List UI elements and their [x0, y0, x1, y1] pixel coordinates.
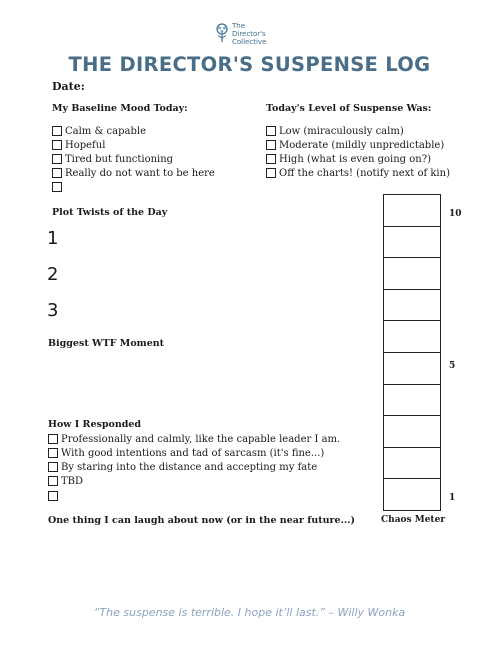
chaos-meter[interactable]: [383, 194, 441, 511]
responded-option-label: Professionally and calmly, like the capable leader I am.: [61, 433, 341, 445]
chaos-meter-mid-label: 5: [449, 361, 456, 371]
checkbox[interactable]: [52, 182, 62, 192]
responded-option[interactable]: [48, 489, 61, 503]
chaos-meter-bottom-label: 1: [449, 493, 456, 503]
laugh-heading: One thing I can laugh about now (or in the near future...): [48, 515, 355, 526]
mood-option-label: Tired but functioning: [65, 153, 174, 165]
suspense-option[interactable]: [266, 124, 404, 138]
checkbox[interactable]: [266, 140, 276, 150]
logo-line-2: Director's: [232, 30, 266, 38]
responded-option[interactable]: [48, 446, 324, 460]
plot-twists-heading: Plot Twists of the Day: [52, 207, 168, 218]
chaos-meter-cell[interactable]: [384, 321, 440, 353]
suspense-option[interactable]: [266, 138, 444, 152]
responded-heading: How I Responded: [48, 419, 142, 430]
suspense-option[interactable]: [266, 152, 431, 166]
responded-option-label: By staring into the distance and accepting my fate: [61, 461, 318, 473]
chaos-meter-cell[interactable]: [384, 290, 440, 322]
mood-option[interactable]: [52, 180, 65, 194]
plot-twist-number: 3: [47, 300, 59, 321]
chaos-meter-cell[interactable]: [384, 227, 440, 259]
logo-line-3: Collective: [232, 38, 267, 46]
responded-option[interactable]: [48, 432, 340, 446]
suspense-heading: Today's Level of Suspense Was:: [266, 103, 432, 114]
chaos-meter-cell[interactable]: [384, 479, 440, 510]
checkbox[interactable]: [48, 491, 58, 501]
suspense-option-label: Low (miraculously calm): [279, 125, 404, 137]
checkbox[interactable]: [48, 448, 58, 458]
chaos-meter-cell[interactable]: [384, 416, 440, 448]
responded-option-label: TBD: [61, 475, 84, 487]
mood-option[interactable]: [52, 166, 215, 180]
mood-option-label: Really do not want to be here: [65, 167, 215, 179]
mood-option-label: Calm & capable: [65, 125, 146, 137]
checkbox[interactable]: [266, 168, 276, 178]
chaos-meter-cell[interactable]: [384, 385, 440, 417]
logo: [214, 22, 294, 50]
date-label: Date:: [52, 80, 85, 93]
logo-line-1: The: [232, 22, 246, 30]
checkbox[interactable]: [52, 126, 62, 136]
footer-quote: “The suspense is terrible. I hope it’ll last.” – Willy Wonka: [93, 606, 406, 619]
chaos-meter-cell[interactable]: [384, 353, 440, 385]
page-title: THE DIRECTOR'S SUSPENSE LOG: [68, 53, 431, 76]
chaos-meter-label: Chaos Meter: [381, 515, 446, 525]
responded-option-label: With good intentions and tad of sarcasm (it's fine...): [61, 447, 325, 459]
checkbox[interactable]: [52, 168, 62, 178]
checkbox[interactable]: [266, 126, 276, 136]
wtf-heading: Biggest WTF Moment: [48, 338, 165, 349]
checkbox[interactable]: [48, 434, 58, 444]
suspense-option-label: Off the charts! (notify next of kin): [279, 167, 450, 179]
plot-twist-number: 2: [47, 264, 59, 285]
suspense-option[interactable]: [266, 166, 450, 180]
chaos-meter-cell[interactable]: [384, 195, 440, 227]
chaos-meter-top-label: 10: [449, 209, 462, 219]
mood-option-label: Hopeful: [65, 139, 106, 151]
chaos-meter-cell[interactable]: [384, 448, 440, 480]
chaos-meter-cell[interactable]: [384, 258, 440, 290]
checkbox[interactable]: [52, 154, 62, 164]
mood-heading: My Baseline Mood Today:: [52, 103, 188, 114]
mood-option[interactable]: [52, 152, 173, 166]
responded-option[interactable]: [48, 474, 83, 488]
mood-option[interactable]: [52, 138, 105, 152]
suspense-option-label: High (what is even going on?): [279, 153, 431, 165]
mood-option[interactable]: [52, 124, 146, 138]
checkbox[interactable]: [48, 462, 58, 472]
logo-text: [232, 22, 266, 46]
checkbox[interactable]: [52, 140, 62, 150]
checkbox[interactable]: [48, 476, 58, 486]
checkbox[interactable]: [266, 154, 276, 164]
logo-mark-icon: [214, 23, 230, 45]
plot-twist-number: 1: [47, 228, 59, 249]
responded-option[interactable]: [48, 460, 317, 474]
suspense-option-label: Moderate (mildly unpredictable): [279, 139, 445, 151]
